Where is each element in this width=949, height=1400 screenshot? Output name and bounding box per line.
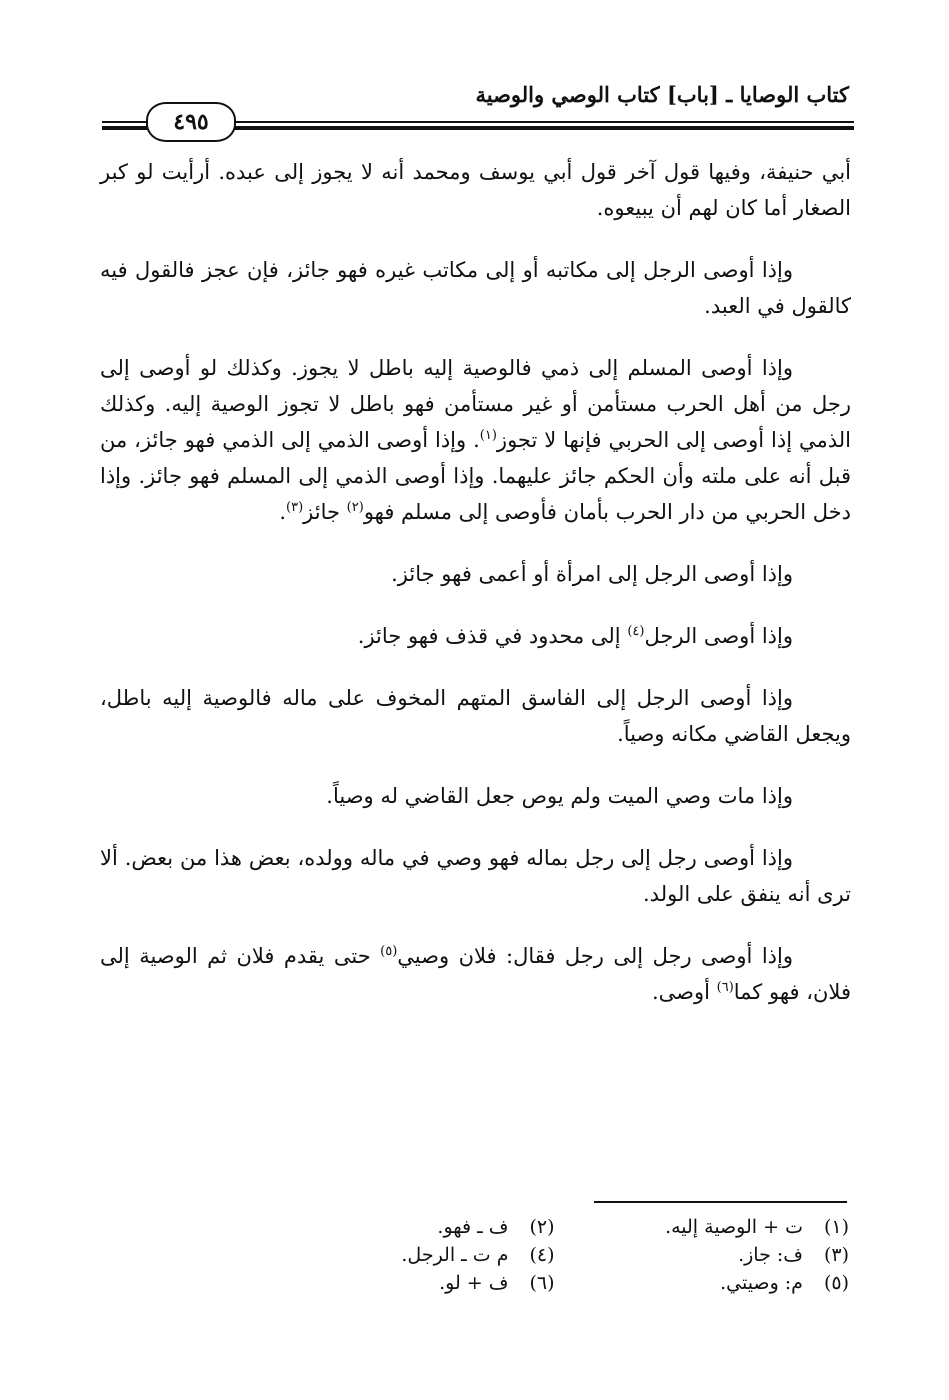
page-number: ٤٩٥ [146,102,236,142]
footnote [595,1216,850,1238]
footnote-marker: (١) [479,428,497,443]
paragraph-text: وإذا أوصى الرجل [644,624,793,648]
footnote [595,1272,850,1294]
footnote-text: ف: جاز. [738,1244,803,1266]
paragraph-text: إلى محدود في قذف فهو جائز. [357,624,628,648]
footnote [300,1272,555,1294]
paragraph-text: . وإذا أوصى الذمي إلى الذمي فهو جائز، من قبل أنه على ملته وأن الحكم جائز عليهما. وإذا أوصى الذمي إلى المسلم فهو جائز. وإذا دخل الحربي من دار الحرب بأمان فأوصى إلى مسلم فهو [100,428,851,524]
footnote-text: ف ـ فهو. [437,1216,509,1238]
footnote-marker: (٤) [627,624,645,639]
paragraph-text: أوصى. [651,980,717,1004]
footnotes [300,1216,849,1294]
footnote-marker: (٥) [380,944,398,959]
footnote-number: (٣) [823,1244,849,1266]
paragraph [100,938,851,1010]
footnote-number: (٤) [529,1244,555,1266]
footnote [595,1244,850,1266]
footnote-text: م ت ـ الرجل. [401,1244,509,1266]
footnote-number: (٥) [823,1272,849,1294]
footnote [300,1244,555,1266]
footnote-marker: (٢) [346,500,364,515]
paragraph: وإذا أوصى الرجل إلى امرأة أو أعمى فهو جائز. [391,562,793,586]
paragraph: وإذا أوصى الرجل إلى مكاتبه أو إلى مكاتب غيره فهو جائز، فإن عجز فالقول فيه كالقول في العبد. [100,258,851,318]
paragraph: وإذا أوصى الرجل إلى الفاسق المتهم المخوف على ماله فالوصية إليه باطل، ويجعل القاضي مكانه وصياً. [100,686,851,746]
footnote-text: ت + الوصية إليه. [665,1216,803,1238]
paragraph-text: وإذا أوصى المسلم إلى ذمي فالوصية إليه باطل لا يجوز. وكذلك لو أوصى إلى رجل من أهل الحرب مستأمن أو غير مستأمن فهو باطل لا تجوز الوصية إليه. وكذلك الذمي إذا أوصى إلى الحربي فإنها لا تجوز [100,356,851,452]
footnote-number: (٦) [529,1272,555,1294]
paragraph-text: جائز [303,500,347,524]
footnote-number: (٢) [529,1216,555,1238]
paragraph: أبي حنيفة، وفيها قول آخر قول أبي يوسف ومحمد أنه لا يجوز إلى عبده. أرأيت لو كبر الصغار أما كان لهم أن يبيعوه. [100,160,851,220]
footnote [300,1216,555,1238]
footnote-marker: (٦) [716,980,734,995]
main-text [100,154,851,1036]
footnote-number: (١) [823,1216,849,1238]
footnote-text: ف + لو. [439,1272,509,1294]
paragraph: وإذا مات وصي الميت ولم يوص جعل القاضي له وصياً. [326,784,793,808]
footnote-separator [594,1201,847,1203]
paragraph-text: وإذا أوصى رجل إلى رجل فقال: فلان وصيي [397,944,793,968]
footnote-text: م: وصيتي. [720,1272,803,1294]
paragraph [100,618,851,654]
paragraph-text: . [279,500,287,524]
running-header-title: كتاب الوصايا ـ [باب] كتاب الوصي والوصية [475,82,849,107]
footnote-marker: (٣) [286,500,304,515]
paragraph: وإذا أوصى رجل إلى رجل بماله فهو وصي في ماله وولده، بعض هذا من بعض. ألا ترى أنه ينفق على الولد. [100,846,851,906]
paragraph-text: حتى يقدم فلان ثم الوصية إلى فلان، فهو كما [100,944,851,1004]
paragraph [100,350,851,530]
